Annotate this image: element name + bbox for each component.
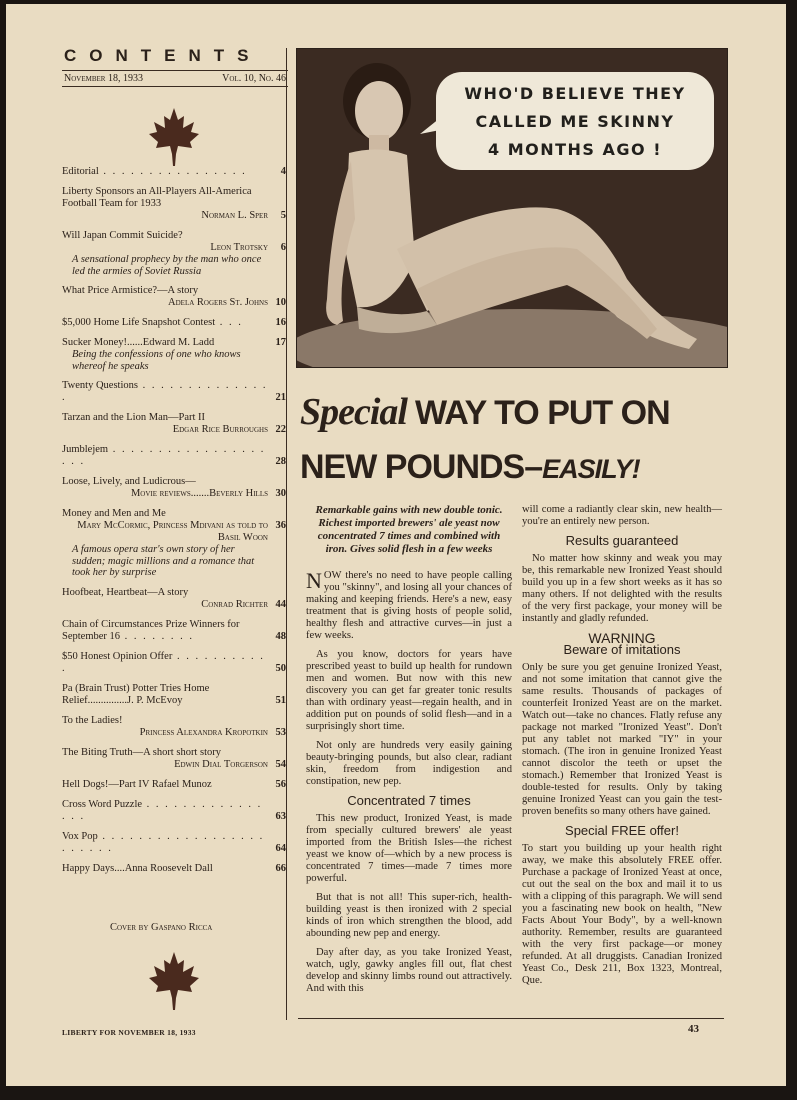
contents-entry	[62, 317, 288, 329]
contents-entry	[62, 863, 288, 875]
page-number: 43	[688, 1023, 699, 1035]
entry-title: Will Japan Commit Suicide?	[62, 230, 183, 241]
ad-paragraph: But that is not all! This super-rich, health-building yeast is then ironized with 2 special kinds of iron which strengthen the blood, add abounding new pep and energy.	[306, 892, 512, 939]
entry-author: Conrad Richter	[201, 598, 268, 610]
entry-page: 5	[280, 210, 286, 221]
contents-entry	[62, 230, 288, 277]
contents-entry	[62, 799, 288, 823]
entry-page: 28	[275, 456, 286, 467]
contents-entry	[62, 508, 288, 579]
ad-paragraph: Day after day, as you take Ironized Yeast, watch, ugly, gawky angles fill out, flat chest develop and skinny limbs round out attractively. And with this	[306, 947, 512, 994]
contents-entry	[62, 619, 288, 643]
entry-title: What Price Armistice?—A story	[62, 285, 199, 296]
headline-special: Special	[300, 391, 407, 433]
entry-page: 21	[275, 392, 286, 403]
cover-credit: Cover by Gaspano Ricca	[110, 922, 213, 933]
drop-cap: N	[306, 568, 322, 593]
paragraph-text: OW there's no need to have people calling you "skinny", and losing all your chances of making and keeping friends. Here's a new, easy treatment that is giving hosts of people solid, healthy flesh and attractive curves—in just a few weeks.	[306, 570, 512, 641]
ad-subheading: Results guaranteed	[565, 533, 679, 548]
leader-dots: . . . . . . . .	[120, 630, 195, 642]
contents-entry	[62, 444, 288, 468]
maple-leaf-icon	[148, 950, 200, 1012]
entry-page: 54	[275, 758, 286, 770]
leader-dots: . . . . . . . . . . . . . . . . . . . .	[62, 444, 266, 467]
entry-page: 56	[275, 778, 286, 790]
column-divider	[286, 48, 287, 1020]
headline-text: WAY TO PUT ON	[414, 394, 670, 432]
entry-page: 50	[275, 662, 286, 674]
entry-title: Happy Days....Anna Roosevelt Dall	[62, 862, 213, 874]
headline-emphasis: EASILY!	[542, 454, 640, 484]
footer-issue: LIBERTY FOR NOVEMBER 18, 1933	[62, 1028, 196, 1037]
entry-title: Money and Men and Me	[62, 508, 166, 519]
contents-entry	[62, 285, 288, 309]
entry-title: $50 Honest Opinion Offer	[62, 650, 173, 662]
contents-entry	[62, 337, 288, 372]
issue-volume: Vol. 10, No. 46	[222, 73, 286, 84]
speech-bubble	[436, 72, 714, 170]
ad-subheading: Special FREE offer!	[565, 823, 679, 838]
entry-title: Sucker Money!......Edward M. Ladd	[62, 337, 215, 348]
bottom-rule	[298, 1018, 724, 1019]
contents-entry	[62, 380, 288, 404]
entry-author: Movie reviews.......Beverly Hills	[130, 488, 268, 499]
entry-author: Leon Trotsky	[210, 242, 268, 253]
entry-title: Editorial	[62, 166, 99, 177]
entry-page: 10	[275, 297, 286, 308]
issue-date: November 18, 1933	[64, 73, 143, 84]
entry-page: 66	[275, 862, 286, 874]
entry-title: Cross Word Puzzle	[62, 798, 143, 810]
ad-paragraph: Only be sure you get genuine Ironized Yeast, and not some imitation that cannot give the same results. Thousands of packages of counterfeit Ironized Yeast are on the market. Watch out—take no chances. Flatly refuse any package not marked "Ironized Yeast". Don't put any tablet not marked "IY" in your stomach. (The iron in genuine Ironized Yeast cannot discolor the teeth or upset the stomach.) Remember that Ironized Yeast is double-tested for results. Only by taking genuine Ironized Yeast can you gain the test-proven benefits so many others have gained.	[522, 662, 722, 817]
entry-page: 4	[280, 166, 286, 177]
entry-author: Mary McCormic, Princess Mdivani as told to Basil Woon	[77, 520, 268, 543]
bubble-line: WHO'D BELIEVE THEY	[464, 84, 686, 103]
ad-paragraph: Not only are hundreds very easily gaining beauty-bringing pounds, but also clear, radiant skin, freedom from indigestion and constipation, new pep.	[306, 740, 512, 787]
entry-page: 48	[275, 630, 286, 642]
ad-paragraph: This new product, Ironized Yeast, is made from specially cultured brewers' ale yeast imported from the British Isles—the richest yeast we know of—which by a new process is concentrated 7 times—made 7 times more powerful.	[306, 813, 512, 884]
ad-subheading: Beware of imitations	[563, 642, 681, 657]
ad-column-right	[522, 504, 722, 994]
entry-page: 44	[275, 598, 286, 610]
leader-dots: . . . . . . . . . . . . . . . .	[62, 798, 263, 822]
leader-dots: . . .	[215, 317, 243, 328]
ad-column-left	[306, 504, 512, 1002]
contents-entry	[62, 166, 288, 178]
entry-author: Princess Alexandra Kropotkin	[139, 726, 268, 738]
contents-entry	[62, 587, 288, 611]
entry-page: 51	[275, 694, 286, 706]
entry-page: 16	[275, 317, 286, 328]
entry-page: 17	[275, 337, 286, 348]
contents-entry	[62, 412, 288, 436]
entry-note: A famous opera star's own story of her sudden; magic millions and a romance that took her by surprise	[72, 544, 255, 578]
contents-entry	[62, 715, 288, 739]
ad-paragraph: To start you building up your health right away, we make this absolutely FREE offer. Purchase a package of Ironized Yeast at once, cut out the seal on the box and mail it to us with a clipping of this paragraph. We will send you a fascinating new book on health, "New Facts About Your Body", by a well-known authority. Remember, results are guaranteed with the very first package—or money refunded. At all druggists. Canadian Ironized Yeast Co., Desk 211, Box 1323, Montreal, Que.	[522, 843, 722, 986]
contents-entry	[62, 779, 288, 791]
contents-entry	[62, 186, 288, 222]
issue-line	[62, 70, 288, 87]
entry-author: Edgar Rice Burroughs	[172, 424, 268, 435]
entry-author: Norman L. Sper	[201, 210, 268, 221]
leader-dots: . . . . . . . . . . . . . . .	[62, 380, 268, 403]
ad-warning-heading: WARNING	[588, 630, 656, 646]
ad-paragraph: As you know, doctors for years have prescribed yeast to build up health for rundown men and women. But now with this new discovery you can get far greater tonic results than with ordinary yeast—regain health, and in addition put on pounds of solid flesh—and in a surprisingly short time.	[306, 649, 512, 732]
contents-entry	[62, 651, 288, 675]
ad-paragraph: No matter how skinny and weak you may be, this remarkable new Ironized Yeast should build you up in a few short weeks as it has so many others. If not delighted with the results of the very first package, your money will be instantly and gladly refunded.	[522, 553, 722, 624]
ad-headline-line-2	[300, 448, 730, 487]
contents-entry	[62, 747, 288, 771]
entry-title: Chain of Circumstances Prize Winners for September 16	[62, 618, 240, 642]
ad-paragraph: will come a radiantly clear skin, new health—you're an entirely new person.	[522, 504, 722, 527]
contents-list	[62, 166, 288, 875]
entry-title: Twenty Questions	[62, 380, 138, 391]
entry-title: Jumblejem	[62, 444, 109, 455]
entry-title: Hell Dogs!—Part IV Rafael Munoz	[62, 778, 212, 790]
leader-dots: . . . . . . . . . . . . . . . .	[98, 166, 247, 177]
entry-page: 6	[280, 242, 286, 253]
entry-page: 64	[275, 842, 286, 854]
ad-lede: Remarkable gains with new double tonic. Richest imported brewers' ale yeast now concentrated 7 times and combined with iron. Gives solid flesh in a few weeks	[315, 504, 503, 555]
ad-subheading: Concentrated 7 times	[347, 793, 471, 808]
entry-title: Hoofbeat, Heartbeat—A story	[62, 586, 189, 598]
entry-page: 63	[275, 810, 286, 822]
entry-title: $5,000 Home Life Snapshot Contest	[62, 317, 216, 328]
entry-page: 53	[275, 726, 286, 738]
contents-column	[62, 46, 288, 933]
entry-title: Pa (Brain Trust) Potter Tries Home Relief...............J. P. McEvoy	[62, 682, 210, 706]
ad-headline-line-1	[300, 390, 730, 434]
entry-note: Being the confessions of one who knows whereof he speaks	[72, 349, 241, 372]
leader-dots: . . . . . . . . . . . . . . . . . . . . . . . .	[62, 830, 265, 854]
entry-note: A sensational prophecy by the man who once led the armies of Soviet Russia	[72, 254, 262, 277]
bubble-tail	[418, 116, 442, 138]
contents-entry	[62, 683, 288, 707]
entry-author: Adela Rogers St. Johns	[168, 297, 268, 308]
bubble-line: 4 MONTHS AGO !	[488, 140, 662, 159]
entry-page: 30	[275, 488, 286, 499]
headline-text: NEW POUNDS–	[300, 448, 543, 486]
entry-author: Edwin Dial Torgerson	[174, 758, 268, 770]
leader-dots: . . . . . . . . . . .	[62, 650, 265, 674]
entry-title: Tarzan and the Lion Man—Part II	[62, 412, 206, 423]
entry-title: Vox Pop	[62, 830, 98, 842]
entry-title: Loose, Lively, and Ludicrous—	[62, 476, 196, 487]
entry-page: 22	[275, 424, 286, 435]
contents-entry	[62, 831, 288, 855]
entry-title: Liberty Sponsors an All-Players All-America Football Team for 1933	[62, 186, 252, 209]
magazine-page	[6, 4, 786, 1086]
maple-leaf-icon	[148, 106, 200, 168]
entry-page: 36	[275, 520, 286, 531]
contents-title: CONTENTS	[64, 46, 262, 65]
contents-entry	[62, 476, 288, 500]
entry-title: To the Ladies!	[62, 714, 123, 726]
ad-paragraph	[306, 570, 512, 642]
bubble-line: CALLED ME SKINNY	[475, 112, 675, 131]
entry-title: The Biting Truth—A short short story	[62, 746, 221, 758]
